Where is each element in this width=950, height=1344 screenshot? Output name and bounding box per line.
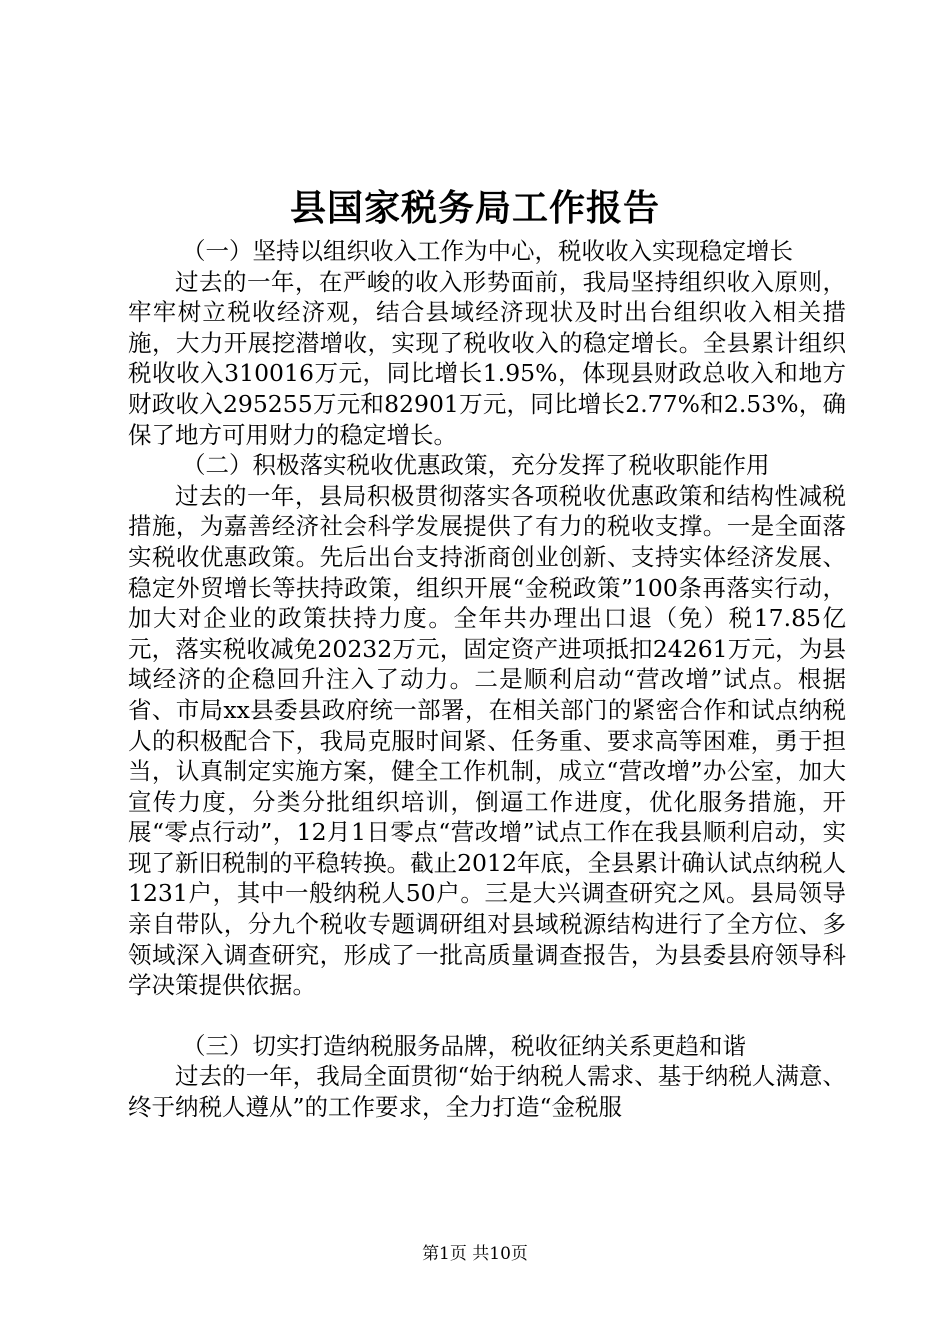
section-heading-3: （三）切实打造纳税服务品牌，税收征纳关系更趋和谐 <box>182 1031 747 1060</box>
document-body <box>128 236 846 1123</box>
body-paragraph-2: 过去的一年，县局积极贯彻落实各项税收优惠政策和结构性减税措施，为嘉善经济社会科学发展提供了有力的税收支撑。一是全面落实税收优惠政策。先后出台支持浙商创业创新、支持实体经济发展、稳定外贸增长等扶持政策，组织开展“金税政策”100条再落实行动，加大对企业的政策扶持力度。全年共办理出口退（免）税17.85亿元，落实税收减免20232万元，固定资产进项抵扣24261万元，为县域经济的企稳回升注入了动力。二是顺利启动“营改增”试点。根据省、市局xx县委县政府统一部署，在相关部门的紧密合作和试点纳税人的积极配合下，我局克服时间紧、任务重、要求高等困难，勇于担当，认真制定实施方案，健全工作机制，成立“营改增”办公室，加大宣传力度，分类分批组织培训，倒逼工作进度，优化服务措施，开展“零点行动”，12月1日零点“营改增”试点工作在我县顺利启动，实现了新旧税制的平稳转换。截止2012年底，全县累计确认试点纳税人1231户，其中一般纳税人50户。三是大兴调查研究之风。县局领导亲自带队，分九个税收专题调研组对县域税源结构进行了全方位、多领域深入调查研究，形成了一批高质量调查报告，为县委县府领导科学决策提供依据。 <box>128 481 846 1000</box>
body-paragraph-1: 过去的一年，在严峻的收入形势面前，我局坚持组织收入原则，牢牢树立税收经济观，结合县域经济现状及时出台组织收入相关措施，大力开展挖潜增收，实现了税收收入的稳定增长。全县累计组织税收收入310016万元，同比增长1.95%，体现县财政总收入和地方财政收入295255万元和82901万元，同比增长2.77%和2.53%，确保了地方可用财力的稳定增长。 <box>128 267 846 449</box>
body-paragraph-3: 过去的一年，我局全面贯彻“始于纳税人需求、基于纳税人满意、终于纳税人遵从”的工作要求，全力打造“金税服 <box>128 1062 846 1122</box>
section-heading-2: （二）积极落实税收优惠政策，充分发挥了税收职能作用 <box>182 451 770 480</box>
page-number-footer: 第1页 共10页 <box>422 1244 528 1264</box>
document-title: 县国家税务局工作报告 <box>289 187 660 229</box>
section-heading-1: （一）坚持以组织收入工作为中心，税收收入实现稳定增长 <box>182 237 794 265</box>
